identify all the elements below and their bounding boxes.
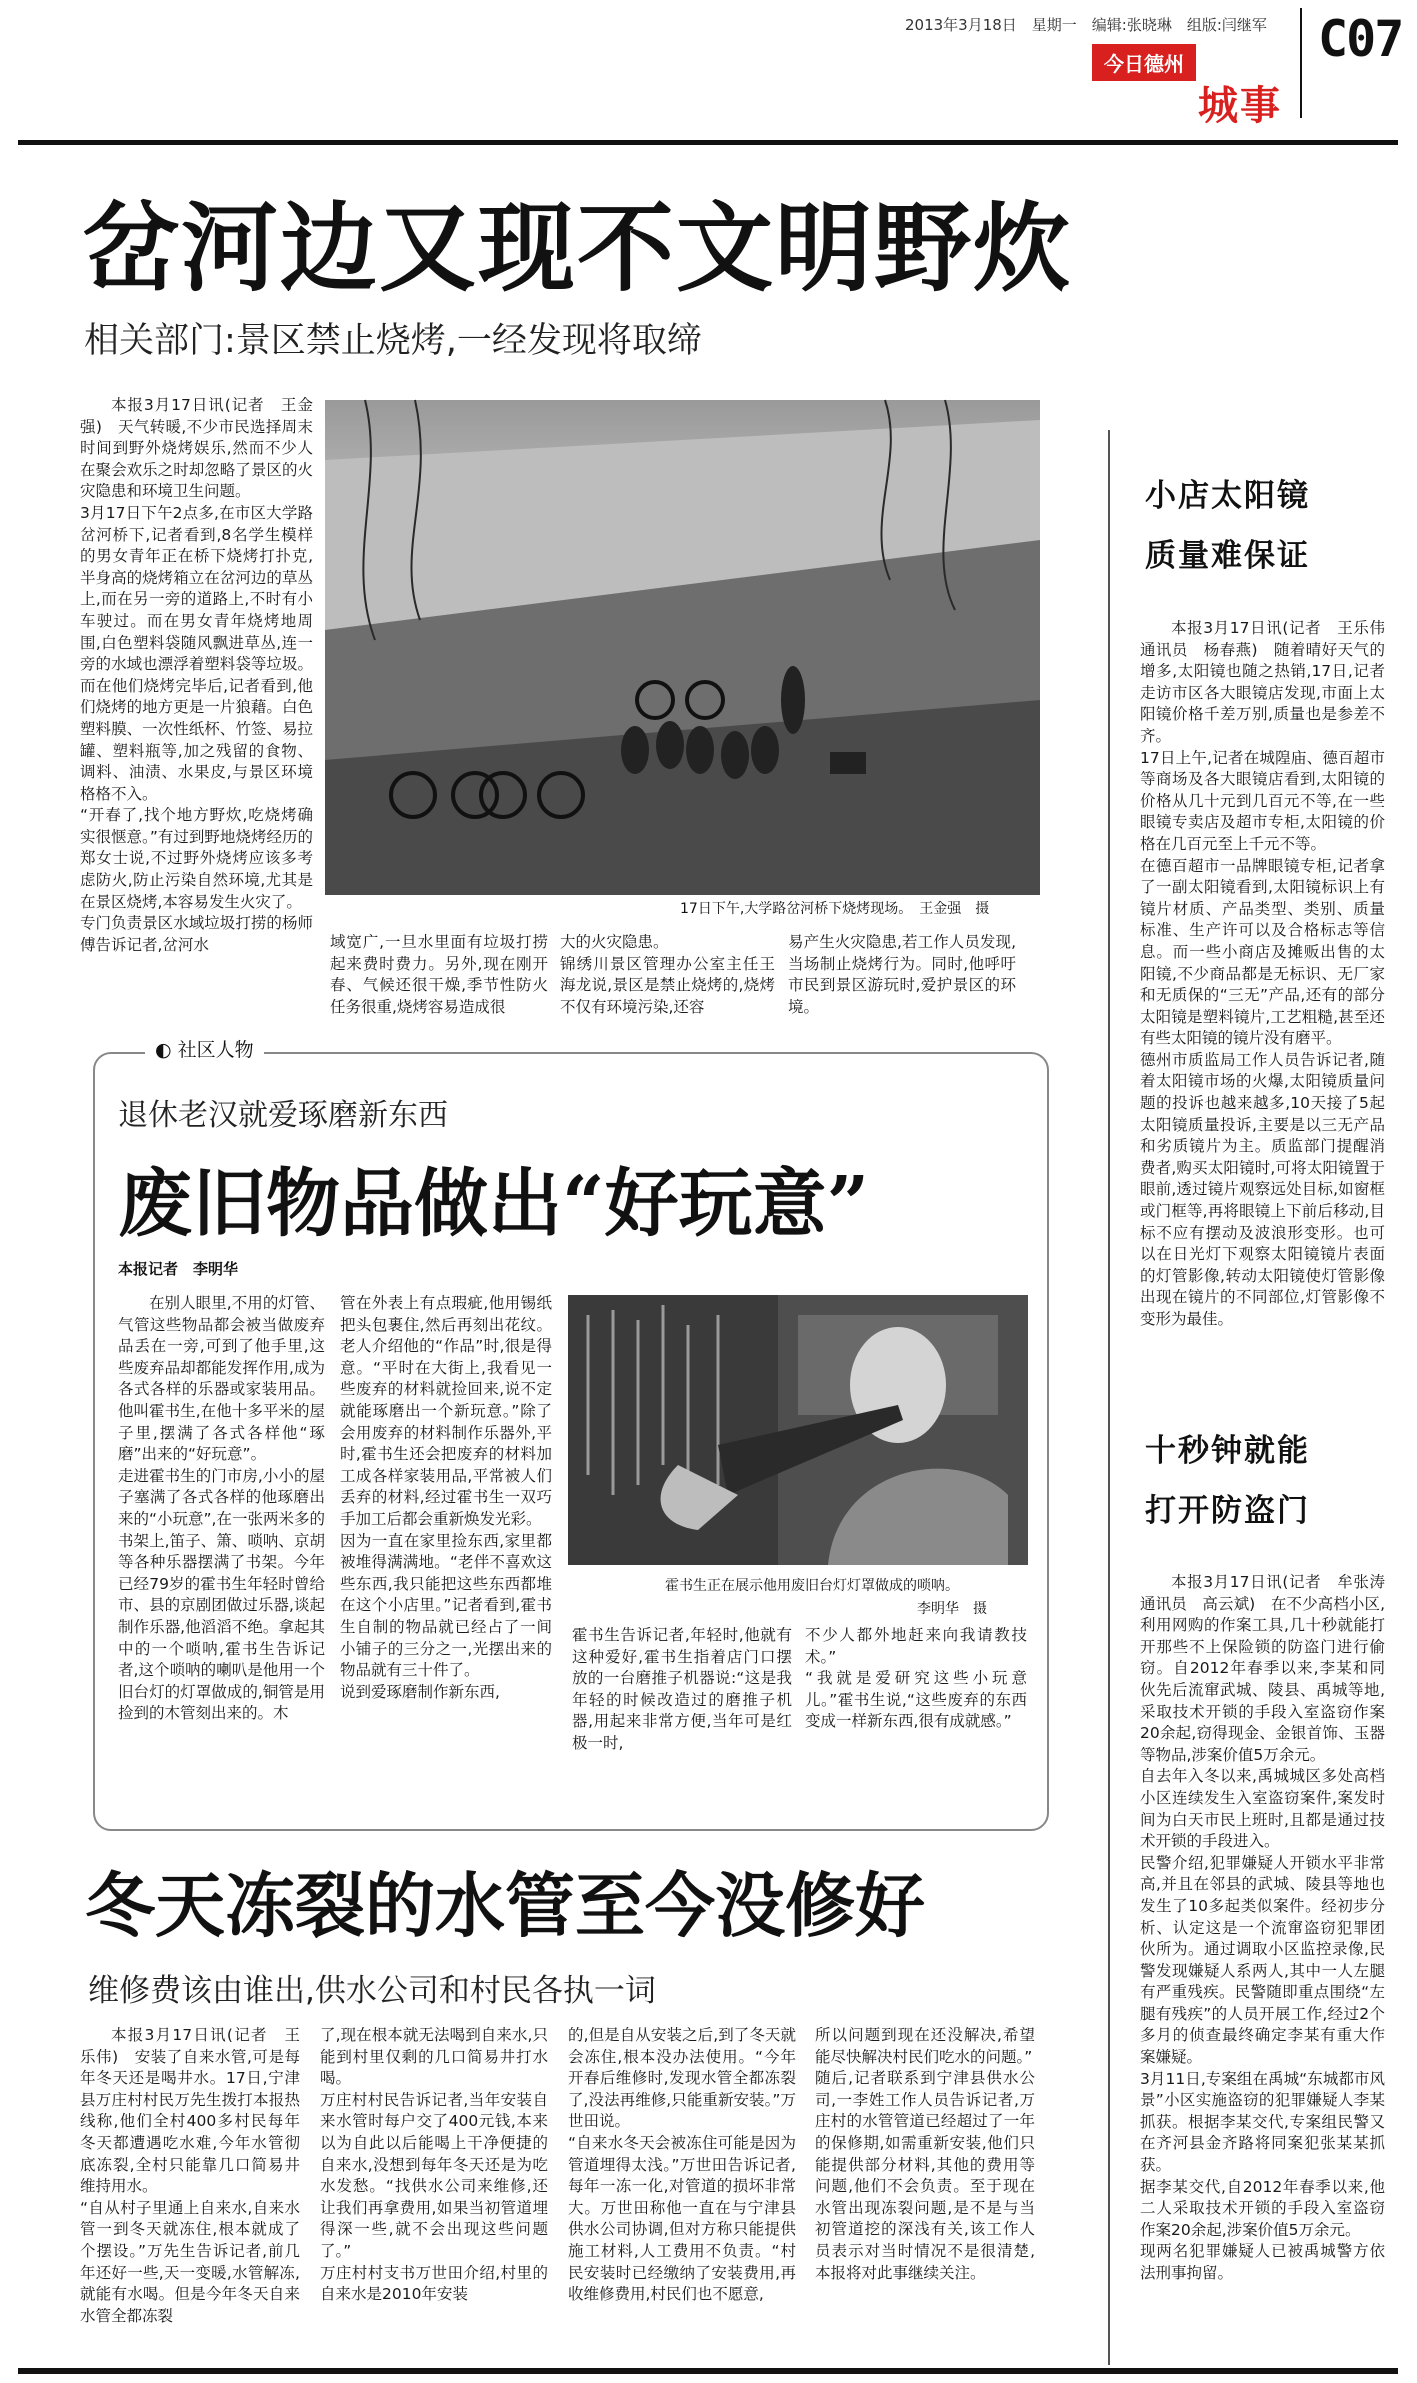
story1-column-4 bbox=[788, 932, 1016, 1017]
story1-text: 域宽广,一旦水里面有垃圾打捞起来费时费力。另外,现在刚开春、气候还很干燥,季节性防火任务很重,烧烤容易造成很 bbox=[330, 933, 548, 1016]
sidebar-divider bbox=[1108, 430, 1110, 2365]
sidebar-story-a-title-line-1: 小店太阳镜 bbox=[1145, 478, 1310, 514]
header-vertical-divider bbox=[1300, 8, 1302, 118]
story1-subheadline: 相关部门:景区禁止烧烤,一经发现将取缔 bbox=[84, 321, 702, 361]
community-kicker: 退休老汉就爱琢磨新东西 bbox=[118, 1098, 448, 1133]
section-title: 城事 bbox=[1198, 83, 1282, 129]
community-tag-label: 社区人物 bbox=[177, 1039, 254, 1061]
story2-headline: 冬天冻裂的水管至今没修好 bbox=[85, 1864, 925, 1947]
section-badge: 今日德州 bbox=[1092, 44, 1196, 81]
story2-text: 的,但是自从安装之后,到了冬天就会冻住,根本没办法使用。“今年开春后维修时,发现水管全都冻裂了,没法再维修,只能重新安装。”万世田说。 “自来水冬天会被冻住可能是因为管道埋得太浅。”万世田告诉记者,每年一冻一化,对管道的损坏非常大。万世田称他一直在与宁津县供水公司协调,但对方称只能提供施工材料,人工费用不负责。“村民安装时已经缴纳了安装费用,再收维修费用,村民们也不愿意, bbox=[568, 2026, 796, 2304]
community-tag bbox=[145, 1035, 264, 1062]
header-rule bbox=[18, 140, 1398, 145]
sidebar-story-b-body: 本报3月17日讯(记者 牟张涛 通讯员 高云斌) 在不少高档小区,利用网购的作案工具,几十秒就能打开那些不上保险锁的防盗门进行偷窃。自2012年春季以来,李某和同伙先后流窜武城、陵县、禹城等地,采取技术开锁的手段入室盗窃作案20余起,窃得现金、金银首饰、玉器等物品,涉案价值5万余元。 自去年入冬以来,禹城城区多处高档小区连续发生入室盗窃案件,案发时间为白天市民上班时,且都是通过技术开锁的手段进入。 民警介绍,犯罪嫌疑人开锁水平非常高,并且在邻县的武城、陵县等地也发生了10多起类似案件。经初步分析、认定这是一个流窜盗窃犯罪团伙所为。通过调取小区监控录像,民警发现嫌疑人系两人,其中一人左腿有严重残疾。民警随即重点围绕“左腿有残疾”的人员开展工作,经过2个多月的侦查最终确定李某有重大作案嫌疑。 3月11日,专案组在禹城“东城都市风景”小区实施盗窃的犯罪嫌疑人李某抓获。根据李某交代,专案组民警又在齐河县金齐路将同案犯张某某抓获。 据李某交代,自2012年春季以来,他二人采取技术开锁的手段入室盗窃作案20余起,涉案价值5万余元。 现两名犯罪嫌疑人已被禹城警方依法刑事拘留。 bbox=[1140, 1573, 1385, 2282]
community-photo-credit: 李明华 摄 bbox=[917, 1601, 987, 1617]
story1-text: 本报3月17日讯(记者 王金强) 天气转暖,不少市民选择周末时间到野外烧烤娱乐,然而不少人在聚会欢乐之时却忽略了景区的火灾隐患和环境卫生问题。 3月17日下午2点多,在市区大学路岔河桥下,记者看到,8名学生模样的男女青年正在桥下烧烤打扑克,半身高的烧烤箱立在岔河边的草丛上,而在另一旁的道路上,不时有小车驶过。而在男女青年烧烤地周围,白色塑料袋随风飘进草丛,连一旁的水域也漂浮着塑料袋等垃圾。而在他们烧烤完毕后,记者看到,他们烧烤的地方更是一片狼藉。白色塑料膜、一次性纸杯、竹签、易拉罐、塑料瓶等,加之残留的食物、调料、油渍、水果皮,与景区环境格格不入。 “开春了,找个地方野炊,吃烧烤确实很惬意。”有过到野地烧烤经历的郑女士说,不过野外烧烤应该多考虑防火,防止污染自然环境,尤其是在景区烧烤,本容易发生火灾了。 专门负责景区水域垃圾打捞的杨师傅告诉记者,岔河水 bbox=[80, 396, 313, 954]
sidebar-story-b-title-line-1: 十秒钟就能 bbox=[1145, 1433, 1310, 1469]
sidebar-story-a-text bbox=[1140, 618, 1385, 1388]
story1-photo bbox=[325, 400, 1040, 895]
story1-column-2 bbox=[330, 932, 548, 1017]
barbecue-scene-image bbox=[325, 400, 1040, 895]
community-column-1 bbox=[118, 1293, 325, 1808]
story1-column-3 bbox=[560, 932, 775, 1017]
community-photo-caption: 霍书生正在展示他用废旧台灯灯罩做成的唢呐。 bbox=[665, 1578, 959, 1594]
old-man-horn-image bbox=[568, 1295, 1028, 1565]
story2-text: 所以问题到现在还没解决,希望能尽快解决村民们吃水的问题。” 随后,记者联系到宁津县供水公司,一李姓工作人员告诉记者,万庄村的水管管道已经超过了一年的保修期,如需重新安装,他们只能提供部分材料,其他的费用等问题,他们不会负责。至于现在水管出现冻裂问题,是不是与当初管道挖的深浅有关,该工作人员表示对当时情况不是很清楚,本报将对此事继续关注。 bbox=[815, 2026, 1035, 2282]
story2-column-2 bbox=[320, 2025, 548, 2345]
sidebar-story-a-title-line-2: 质量难保证 bbox=[1145, 538, 1310, 574]
story2-column-3 bbox=[568, 2025, 796, 2345]
community-headline: 废旧物品做出“好玩意” bbox=[118, 1161, 870, 1247]
community-photo bbox=[568, 1295, 1028, 1565]
story2-column-1 bbox=[80, 2025, 300, 2345]
community-column-2 bbox=[340, 1293, 552, 1808]
sidebar-story-b-text bbox=[1140, 1572, 1385, 2365]
community-column-4 bbox=[805, 1625, 1027, 1810]
sidebar-story-b-title-line-2: 打开防盗门 bbox=[1145, 1493, 1310, 1529]
page-number: C07 bbox=[1318, 10, 1403, 68]
story1-headline: 岔河边又现不文明野炊 bbox=[82, 191, 1072, 305]
story1-column-1 bbox=[80, 395, 313, 1035]
story1-text: 大的火灾隐患。 锦绣川景区管理办公室主任王海龙说,景区是禁止烧烤的,烧烤不仅有环境污染,还容 bbox=[560, 933, 775, 1016]
bottom-rule bbox=[18, 2368, 1398, 2374]
community-byline: 本报记者 李明华 bbox=[118, 1260, 239, 1278]
community-text: 管在外表上有点瑕疵,他用锡纸把头包裹住,然后再刻出花纹。老人介绍他的“作品”时,很是得意。“平时在大街上,我看见一些废弃的材料就捡回来,说不定就能琢磨出一个新玩意。”除了会用废弃的材料制作乐器外,平时,霍书生还会把废弃的材料加工成各样家装用品,平常被人们丢弃的材料,经过霍书生一双巧手加工后都会重新焕发光彩。 因为一直在家里捡东西,家里都被堆得满满地。“老伴不喜欢这些东西,我只能把这些东西都堆在这个小店里。”记者看到,霍书生自制的物品就已经占了一间小铺子的三分之一,光摆出来的物品就有三十件了。 说到爱琢磨制作新东西, bbox=[340, 1294, 552, 1701]
leaf-icon: ◐ bbox=[155, 1039, 172, 1061]
story2-subheadline: 维修费该由谁出,供水公司和村民各执一词 bbox=[88, 1973, 656, 2009]
community-column-3 bbox=[572, 1625, 792, 1810]
story2-text: 本报3月17日讯(记者 王乐伟) 安装了自来水管,可是每年冬天还是喝井水。17日,宁津县万庄村村民万先生拨打本报热线称,他们全村400多村民每年冬天都遭遇吃水难,今年水管彻底冻裂,全村只能靠几口简易井维持用水。 “自从村子里通上自来水,自来水管一到冬天就冻住,根本就成了个摆设。”万先生告诉记者,前几年还好一些,天一变暖,水管解冻,就能有水喝。但是今年冬天自来水管全都冻裂 bbox=[80, 2026, 300, 2325]
community-text: 在别人眼里,不用的灯管、气管这些物品都会被当做废弃品丢在一旁,可到了他手里,这些废弃品却都能发挥作用,成为各式各样的乐器或家装用品。他叫霍书生,在他十多平米的屋子里,摆满了各式各样他“琢磨”出来的“好玩意”。 走进霍书生的门市房,小小的屋子塞满了各式各样的他琢磨出来的“小玩意”,在一张两米多的书架上,笛子、箫、唢呐、京胡等各种乐器摆满了书架。今年已经79岁的霍书生年轻时曾给市、县的京剧团做过乐器,谈起制作乐器,他滔滔不绝。拿起其中的一个唢呐,霍书生告诉记者,这个唢呐的喇叭是他用一个旧台灯的灯罩做成的,铜管是用捡到的木管刻出来的。木 bbox=[118, 1294, 325, 1723]
story2-column-4 bbox=[815, 2025, 1035, 2345]
story2-text: 了,现在根本就无法喝到自来水,只能到村里仅剩的几口简易井打水喝。 万庄村村民告诉记者,当年安装自来水管时每户交了400元钱,本来以为自此以后能喝上干净便捷的自来水,没想到每年冬天还是为吃水发愁。“找供水公司来维修,还让我们再拿费用,如果当初管道埋得深一些,就不会出现这些问题了。” 万庄村村支书万世田介绍,村里的自来水是2010年安装 bbox=[320, 2026, 548, 2304]
story1-text: 易产生火灾隐患,若工作人员发现,当场制止烧烤行为。同时,他呼吁市民到景区游玩时,爱护景区的环境。 bbox=[788, 933, 1016, 1016]
sidebar-story-a-body: 本报3月17日讯(记者 王乐伟 通讯员 杨春燕) 随着晴好天气的增多,太阳镜也随之热销,17日,记者走访市区各大眼镜店发现,市面上太阳镜价格千差万别,质量也是参差不齐。 17日上午,记者在城隍庙、德百超市等商场及各大眼镜店看到,太阳镜的价格从几十元到几百元不等,在一些眼镜专卖店及超市专柜,太阳镜的价格在几百元至上千元不等。 在德百超市一品牌眼镜专柜,记者拿了一副太阳镜看到,太阳镜标识上有镜片材质、产品类型、类别、质量标准、生产许可以及合格标志等信息。而一些小商店及摊贩出售的太阳镜,不少商品都是无标识、无厂家和无质保的“三无”产品,还有的部分太阳镜是塑料镜片,工艺粗糙,甚至还有些太阳镜的镜片没有磨平。 德州市质监局工作人员告诉记者,随着太阳镜市场的火爆,太阳镜质量问题的投诉也越来越多,10天接了5起太阳镜质量投诉,主要是以三无产品和劣质镜片为主。质监部门提醒消费者,购买太阳镜时,可将太阳镜置于眼前,透过镜片观察远处目标,如窗框或门框等,再将眼镜上下前后移动,目标不应有摆动及波浪形变形。也可以在日光灯下观察太阳镜镜片表面的灯管影像,转动太阳镜使灯管影像出现在镜片的不同部位,灯管影像不变形为最佳。 bbox=[1140, 619, 1385, 1328]
story1-photo-caption: 17日下午,大学路岔河桥下烧烤现场。 王金强 摄 bbox=[680, 901, 990, 917]
community-text: 霍书生告诉记者,年轻时,他就有这种爱好,霍书生指着店门口摆放的一台磨推子机器说:“这是我年轻的时候改造过的磨推子机器,用起来非常方便,当年可是红极一时, bbox=[572, 1626, 792, 1752]
community-text: 不少人都外地赶来向我请教技术。” “我就是爱研究这些小玩意儿。”霍书生说,“这些废弃的东西变成一样新东西,很有成就感。” bbox=[805, 1626, 1027, 1731]
date-editor-line: 2013年3月18日 星期一 编辑:张晓琳 组版:闫继军 bbox=[905, 16, 1267, 34]
